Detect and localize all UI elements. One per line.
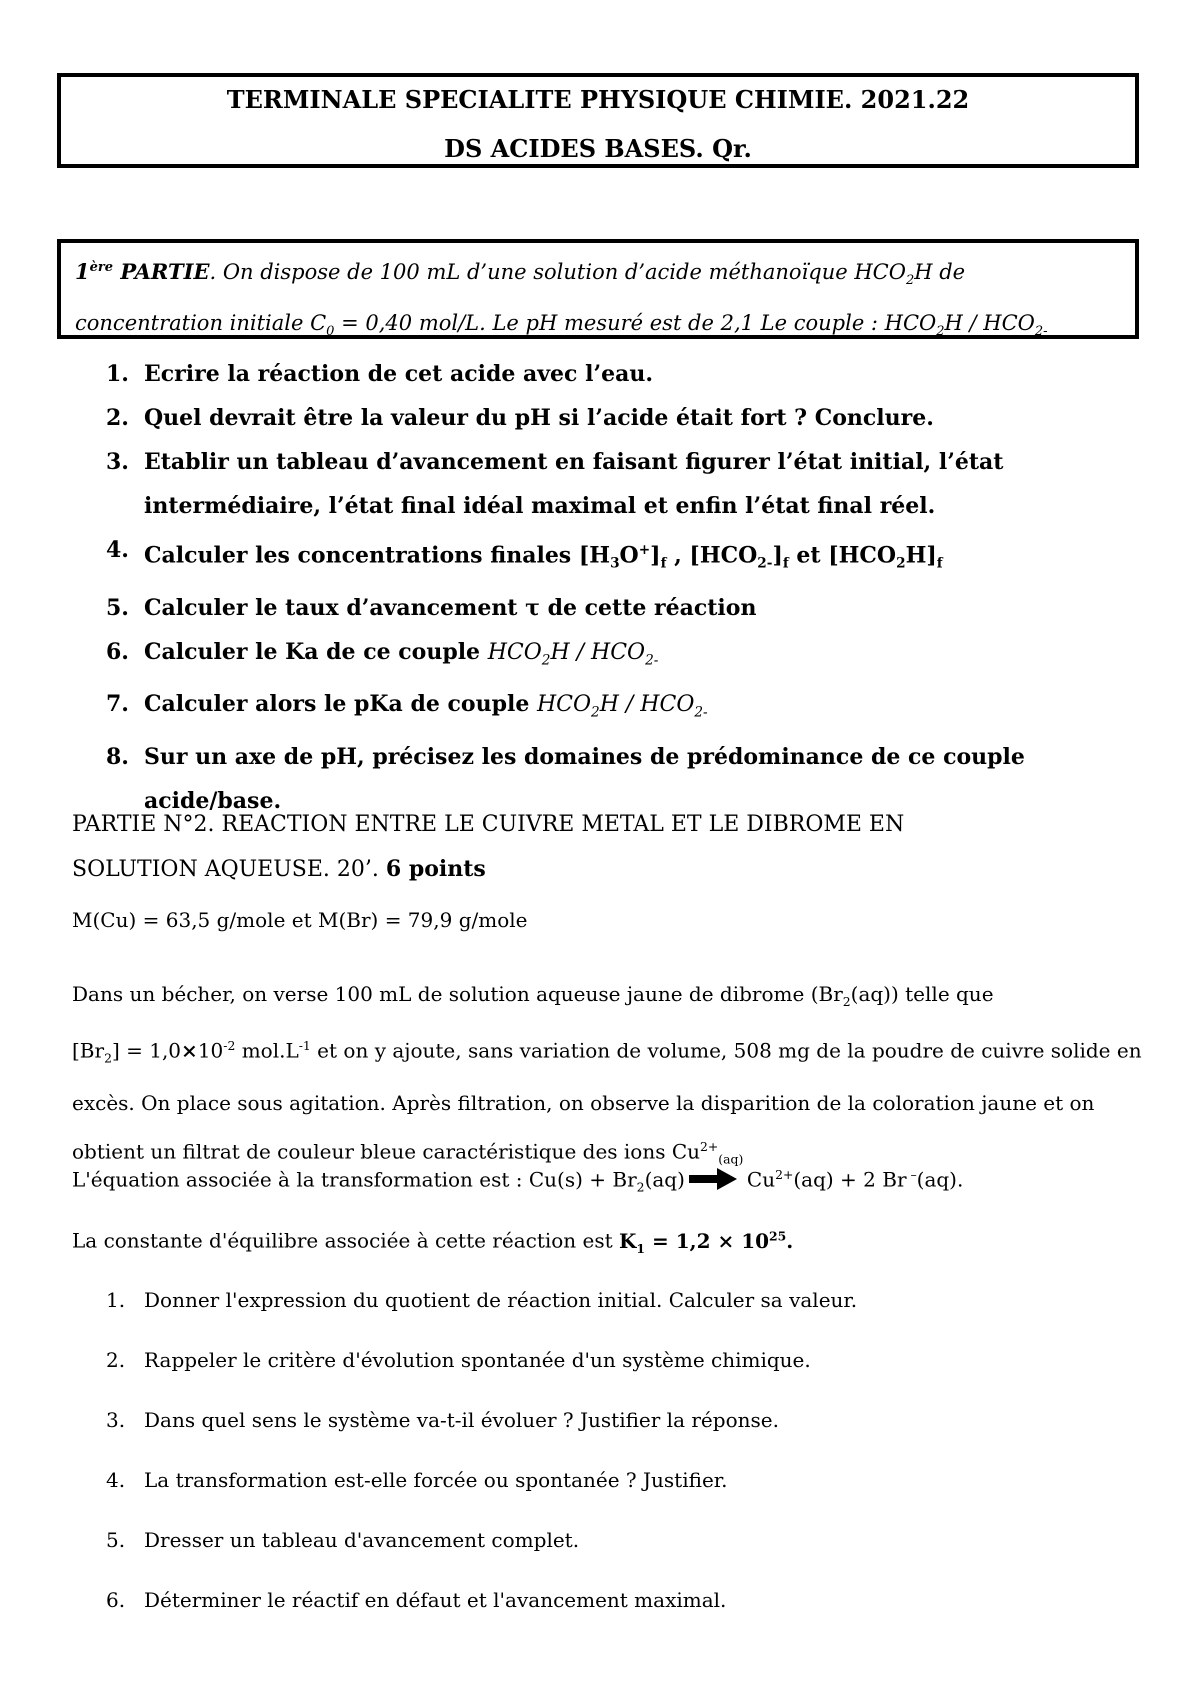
list-item: 6. Calculer le Ka de ce couple $HCO_2H / HCO_{2-}$ <box>106 638 659 669</box>
list-item: 1. Ecrire la réaction de cet acide avec l’eau. <box>106 361 654 387</box>
list-item: 4. Calculer les concentrations finales $[H_3O^+]_f$ , $[HCO_{2-}]_f$ et $[HCO_2H]_f$ <box>106 537 943 572</box>
list-item: 3. Etablir un tableau d’avancement en faisant figurer l’état initial, l’état intermédiaire, l’état final idéal maximal et enfin l’état final réel. <box>106 449 1004 519</box>
list-item: 4. La transformation est-elle forcée ou spontanée ? Justifier. <box>106 1468 728 1492</box>
equilibrium-constant: La constante d'équilibre associée à cette réaction est $K_1 = 1,2 \times 10^{25}$. <box>72 1228 794 1256</box>
reaction-equation: L'équation associée à la transformation est : $Cu(s) + Br_2(aq) Cu^{2+}(aq) + 2$ Br –(aq). <box>72 1167 964 1195</box>
part2-title-line-1: PARTIE N°2. REACTION ENTRE LE CUIVRE METAL ET LE DIBROME EN <box>72 812 905 837</box>
list-item: 5. Dresser un tableau d'avancement complet. <box>106 1528 580 1552</box>
list-item: 6. Déterminer le réactif en défaut et l'avancement maximal. <box>106 1588 727 1612</box>
part1-intro-line-1: 1ère PARTIE. On dispose de 100 mL d’une solution d’acide méthanoïque $HCO_2H$ de <box>75 259 966 289</box>
title-line-1: TERMINALE SPECIALITE PHYSIQUE CHIMIE. 2021.22 <box>226 85 970 114</box>
part1-label: 1ère PARTIE <box>75 259 210 284</box>
list-item: 3. Dans quel sens le système va-t-il évoluer ? Justifier la réponse. <box>106 1408 779 1432</box>
part2-title-line-2: SOLUTION AQUEUSE. 20’. 6 points <box>72 856 486 882</box>
part1-intro-box <box>57 239 1139 339</box>
list-item: 7. Calculer alors le pKa de couple $HCO_2H / HCO_{2-}$ <box>106 691 708 721</box>
list-item: 8. Sur un axe de pH, précisez les domaines de prédominance de ce couple acide/base. <box>106 743 1025 814</box>
list-item: 2. Quel devrait être la valeur du pH si l’acide était fort ? Conclure. <box>106 405 934 431</box>
right-arrow-icon <box>689 1168 737 1195</box>
title-line-2: DS ACIDES BASES. Qr. <box>444 134 752 163</box>
part2-title <box>72 803 1132 892</box>
part2-paragraph: Dans un bécher, on verse 100 mL de solution aqueuse jaune de dibrome $(Br_2(aq))$ telle que $[Br_2] = 1,0\times 10^{-2}$ $mol.L^{-1}$ et on y ajoute, sans variation de volume, 508 mg de la poudre de cuivre solide en excès. On place sous agitation. Après filtration, on observe la disparition de la coloration jaune et on obtient un filtrat de couleur bleue caractéristique des ions $Cu^{2+}_{(aq)}$ <box>72 982 1142 1167</box>
list-item: 2. Rappeler le critère d'évolution spontanée d'un système chimique. <box>106 1348 811 1372</box>
list-item: 5. Calculer le taux d’avancement τ de cette réaction <box>106 594 757 621</box>
list-item: 1. Donner l'expression du quotient de réaction initial. Calculer sa valeur. <box>106 1288 858 1312</box>
molar-masses: M(Cu) = 63,5 g/mole et M(Br) = 79,9 g/mole <box>72 908 528 932</box>
title-box <box>57 73 1139 168</box>
part1-question-list <box>106 352 1106 823</box>
part2-question-list <box>106 1288 857 1648</box>
part1-intro-line-2: concentration initiale $C_0 = 0,40$ mol/L. Le pH mesuré est de 2,1 Le couple : $HCO_2H / HCO_{2-}$ <box>75 311 1048 340</box>
